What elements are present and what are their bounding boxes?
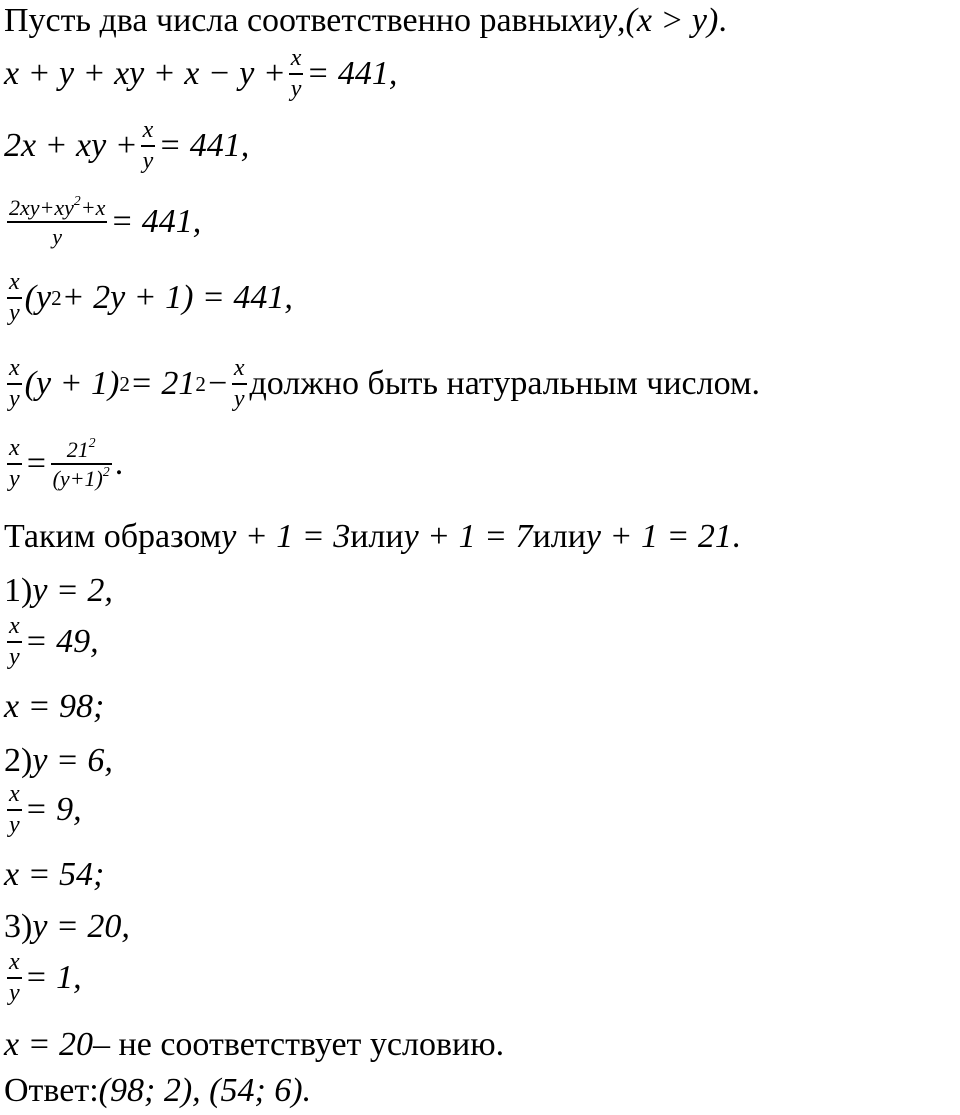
- equation-line-2: [4, 118, 249, 174]
- equation-line-3: [4, 192, 202, 250]
- fraction-x-over-y: [141, 118, 156, 174]
- expr-right: = 441,: [158, 127, 250, 165]
- period: .: [114, 445, 124, 483]
- fraction-denominator: y: [9, 300, 20, 327]
- case-number: 3): [4, 908, 33, 945]
- fraction-x-over-y: [7, 356, 22, 412]
- fraction-denominator: y: [9, 644, 20, 671]
- fraction-numerator: x: [9, 269, 20, 295]
- fraction-denominator: y: [9, 812, 20, 839]
- result-expr: x = 98;: [4, 688, 105, 725]
- fraction-bar: [7, 297, 22, 299]
- equation-line-1: [4, 46, 397, 102]
- conjunction: или: [532, 518, 586, 555]
- case-number: 2): [4, 742, 33, 779]
- fraction-denominator: y: [9, 466, 20, 493]
- exponent: 2: [102, 463, 110, 479]
- note-text: – не соответствует условию.: [93, 1026, 505, 1063]
- fraction-numerator: [7, 192, 107, 220]
- exponent: 2: [73, 192, 81, 208]
- exponent: 2: [88, 434, 96, 450]
- case-expr: y + 1 = 21: [585, 518, 732, 555]
- period: .: [718, 2, 727, 39]
- fraction-x-over-y: [232, 356, 247, 412]
- expr-c: −: [205, 365, 229, 403]
- case-expr: y + 1 = 3: [221, 518, 351, 555]
- case-2-result: [4, 858, 104, 892]
- case-1-line: [4, 574, 113, 608]
- case-1-ratio: [4, 614, 99, 670]
- fraction-numerator: [65, 434, 98, 463]
- fraction-x-over-y: [7, 782, 22, 838]
- equation-line-5: $\frac{x}{y}$ (y + 1) 2 = 21 2 − $\frac{x}{y}$ должно быть натуральным числом.: [9, 355, 760, 413]
- fraction-x-over-y: [7, 436, 22, 492]
- statement-text: Таким образом: [4, 518, 222, 555]
- expr-right: = 49,: [24, 623, 99, 661]
- fraction-denominator: y: [52, 224, 63, 250]
- fraction-denominator: y: [142, 148, 154, 175]
- expr-right: = 441,: [306, 55, 398, 93]
- problem-statement-line: [4, 4, 727, 38]
- numerator-part: 2xy+xy: [9, 195, 74, 220]
- expr-b: = 21: [129, 365, 196, 403]
- cases-line: [4, 520, 740, 554]
- fraction-bar: [7, 221, 107, 223]
- conjunction: или: [350, 518, 404, 555]
- fraction-numerator: x: [290, 45, 302, 71]
- case-2-ratio: [4, 782, 82, 838]
- answer-line: [4, 1074, 311, 1108]
- equals: =: [24, 445, 48, 483]
- fraction-numerator: x: [9, 949, 20, 975]
- fraction-21sq-over-ysq: [51, 434, 112, 492]
- denominator-base: (y+1): [52, 466, 103, 492]
- fraction-bar: [7, 977, 22, 979]
- fraction-x-over-y: [7, 614, 22, 670]
- fraction-numerator: x: [142, 117, 154, 143]
- answer-value: (98; 2), (54; 6).: [98, 1072, 312, 1109]
- var-y: y: [601, 2, 618, 39]
- var-x: x: [568, 2, 584, 39]
- case-3-ratio: [4, 950, 82, 1006]
- fraction-x-over-y: [289, 46, 304, 102]
- case-1-result: [4, 690, 104, 724]
- result-expr: x = 20: [4, 1026, 94, 1063]
- fraction-numerator: x: [9, 613, 20, 639]
- fraction-x-over-y: [7, 950, 22, 1006]
- condition: (x > y): [625, 2, 719, 39]
- expr-left: x + y + xy + x − y +: [4, 55, 286, 93]
- statement-text: Пусть два числа соответственно равны: [4, 2, 569, 39]
- expr-a: (y: [24, 279, 52, 317]
- fraction-denominator: y: [290, 76, 302, 103]
- fraction-x-over-y: [7, 270, 22, 326]
- numerator-base: 21: [66, 437, 89, 463]
- case-expr: y + 1 = 7: [403, 518, 533, 555]
- fraction-numerator: x: [9, 781, 20, 807]
- fraction-bar: [141, 145, 156, 147]
- case-expr: y = 20,: [32, 908, 130, 945]
- case-2-line: [4, 744, 113, 778]
- expr-left: 2x + xy +: [4, 127, 138, 165]
- case-expr: y = 2,: [32, 572, 113, 609]
- case-number: 1): [4, 572, 33, 609]
- case-expr: y = 6,: [32, 742, 113, 779]
- conjunction: и: [583, 2, 602, 39]
- numerator-end: +x: [80, 195, 106, 220]
- fraction-bar: [7, 463, 22, 465]
- comma: ,: [617, 2, 626, 39]
- expr-right: = 441,: [110, 203, 202, 241]
- case-3-line: [4, 910, 130, 944]
- expr-a: (y + 1): [24, 365, 120, 403]
- fraction-denominator: y: [9, 980, 20, 1007]
- period: .: [731, 518, 741, 555]
- expr-right: = 9,: [24, 791, 82, 829]
- case-3-result: [4, 1028, 504, 1062]
- fraction-numerator: x: [9, 355, 20, 381]
- expr-right: = 1,: [24, 959, 82, 997]
- fraction-combined: [7, 192, 107, 250]
- fraction-bar: [7, 641, 22, 643]
- fraction-denominator: y: [233, 386, 245, 413]
- fraction-denominator: y: [9, 386, 20, 413]
- result-expr: x = 54;: [4, 856, 105, 893]
- fraction-bar: [7, 809, 22, 811]
- equation-line-6: [4, 436, 123, 492]
- expr-b: + 2y + 1) = 441,: [61, 279, 293, 317]
- fraction-bar: [7, 383, 22, 385]
- equation-line-4: $\frac{x}{y}$ (y 2 + 2y + 1) = 441,: [9, 269, 293, 327]
- answer-label: Ответ:: [4, 1072, 99, 1109]
- fraction-numerator: x: [233, 355, 245, 381]
- statement-text: должно быть натуральным числом.: [249, 365, 760, 403]
- fraction-bar: [232, 383, 247, 385]
- fraction-numerator: x: [9, 435, 20, 461]
- fraction-bar: [289, 73, 304, 75]
- fraction-denominator: [51, 463, 112, 492]
